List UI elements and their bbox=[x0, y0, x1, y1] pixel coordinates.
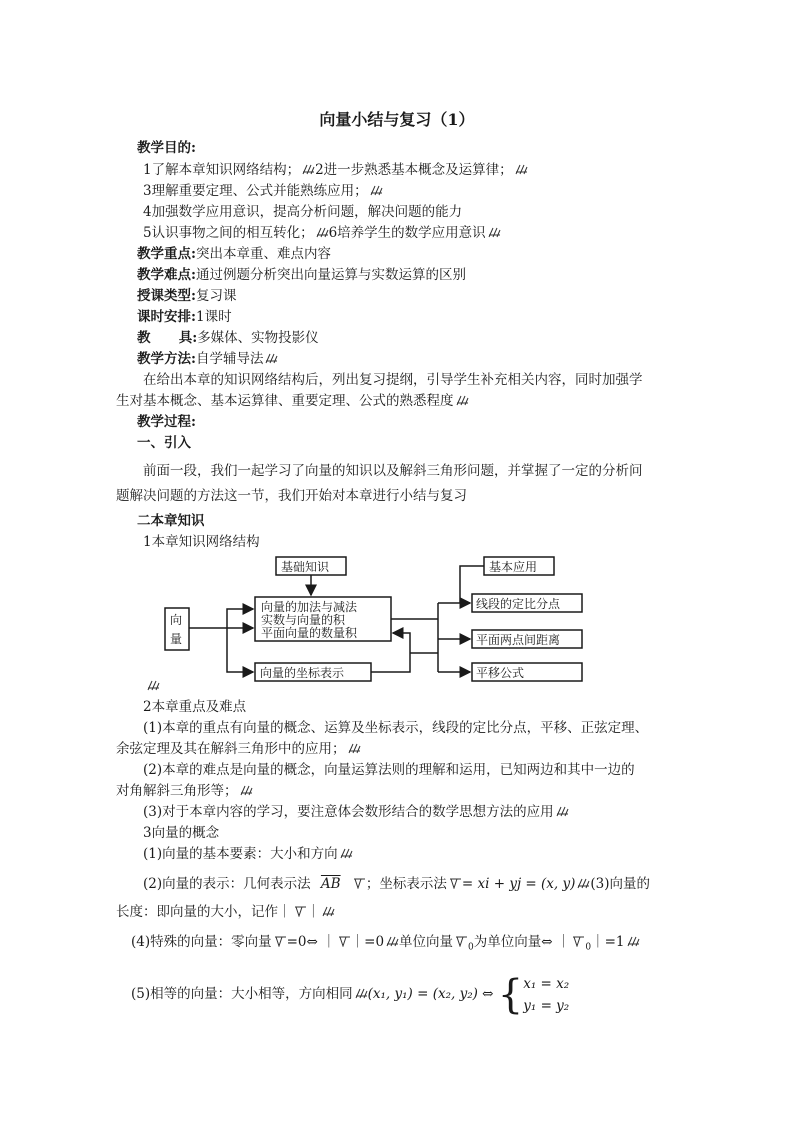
method-row: 教学方法:自学辅导法 bbox=[137, 349, 278, 369]
intro-heading: 一、引入 bbox=[137, 435, 191, 451]
brush-mark-icon bbox=[556, 806, 569, 817]
concept-5: (5)相等的向量：大小相等，方向相同 (x₁, y₁) = (x₂, y₂) ⇔ { x₁ = x₂ y₁ = y₂ bbox=[131, 971, 570, 1018]
brush-mark-icon bbox=[456, 395, 469, 406]
application-label-1: 线段的定比分点 bbox=[476, 597, 561, 611]
key-point-3: (3)对于本章内容的学习，要注意体会数形结合的数学思想方法的应用 bbox=[143, 802, 569, 822]
goal-line-2 bbox=[143, 181, 383, 201]
operations-label-1: 向量的加法与减法 bbox=[261, 600, 358, 614]
equation-cases: x₁ = x₂ y₁ = y₂ bbox=[523, 975, 570, 1014]
page-title: 向量小结与复习（1） bbox=[319, 110, 475, 129]
hours-row: 课时安排:1课时 bbox=[137, 309, 232, 325]
concept-1: (1)向量的基本要素：大小和方向 bbox=[143, 844, 353, 864]
vector-a-icon bbox=[572, 936, 585, 947]
brush-mark-icon bbox=[340, 848, 353, 859]
brush-mark-icon bbox=[348, 743, 361, 754]
goal-3: 3理解重要定理、公式并能熟练应用； bbox=[143, 183, 368, 199]
concept-2: (2)向量的表示：几何表示法 $\overline{AB}$ ；坐标表示法 = xi + yj = (x, y) (3)向量的 bbox=[143, 876, 651, 892]
vector-a-icon bbox=[274, 936, 287, 947]
key-points-heading: 2本章重点及难点 bbox=[143, 699, 247, 715]
operations-label-2: 实数与向量的积 bbox=[261, 613, 346, 627]
vector-a-icon bbox=[338, 936, 351, 947]
vector-label-2: 量 bbox=[170, 632, 183, 646]
lesson-type-row: 授课类型:复习课 bbox=[137, 288, 237, 304]
diagram-brush-mark bbox=[145, 676, 160, 696]
concepts-heading: 3向量的概念 bbox=[143, 825, 220, 841]
method-desc-line2: 生对基本概念、基本运算律、重要定理、公式的熟悉程度 bbox=[116, 391, 469, 411]
intro-line2: 题解决问题的方法这一节，我们开始对本章进行小结与复习 bbox=[116, 488, 467, 504]
method-desc-line1: 在给出本章的知识网络结构后，列出复习提纲，引导学生补充相关内容，同时加强学 bbox=[143, 372, 643, 388]
goal-line-1 bbox=[143, 160, 528, 180]
concept-3-cont: 长度：即向量的大小，记作｜ ｜ bbox=[116, 902, 335, 922]
goal-5: 5认识事物之间的相互转化； bbox=[143, 225, 314, 241]
knowledge-heading: 二本章知识 bbox=[137, 513, 205, 529]
brush-mark-icon bbox=[147, 680, 160, 691]
vector-a-icon bbox=[294, 906, 307, 917]
brush-mark-icon bbox=[488, 227, 501, 238]
vector-a-icon bbox=[455, 936, 468, 947]
operations-label-3: 平面向量的数量积 bbox=[261, 626, 358, 640]
brush-mark-icon bbox=[515, 164, 528, 175]
basic-application-label: 基本应用 bbox=[489, 560, 538, 574]
key-points-row: 教学重点:突出本章重、难点内容 bbox=[137, 246, 331, 262]
brush-mark-icon bbox=[316, 227, 329, 238]
network-heading: 1本章知识网络结构 bbox=[143, 534, 260, 550]
intro-line1: 前面一段，我们一起学习了向量的知识以及解斜三角形问题，并掌握了一定的分析问 bbox=[143, 463, 643, 479]
vector-label-1: 向 bbox=[170, 613, 183, 627]
brace-symbol: { bbox=[497, 971, 524, 1018]
key-point-2-line1: (2)本章的难点是向量的概念，向量运算法则的理解和运用，已知两边和其中一边的 bbox=[143, 762, 635, 778]
basic-knowledge-label: 基础知识 bbox=[281, 560, 330, 574]
brush-mark-icon bbox=[322, 906, 335, 917]
brush-mark-icon bbox=[355, 988, 368, 999]
knowledge-network-diagram bbox=[160, 553, 600, 693]
application-label-3: 平移公式 bbox=[476, 666, 525, 680]
application-label-2: 平面两点间距离 bbox=[476, 633, 561, 647]
brush-mark-icon bbox=[302, 164, 315, 175]
key-point-1-line2: 余弦定理及其在解斜三角形中的应用； bbox=[116, 739, 361, 759]
brush-mark-icon bbox=[386, 936, 399, 947]
vector-ab: $\overline{AB}$ bbox=[320, 876, 341, 892]
goal-2: 2进一步熟悉基本概念及运算律； bbox=[315, 162, 513, 178]
difficult-points-row: 教学难点:通过例题分析突出向量运算与实数运算的区别 bbox=[137, 267, 466, 283]
vector-a-icon bbox=[449, 878, 462, 889]
coordinates-label: 向量的坐标表示 bbox=[260, 666, 345, 680]
goal-line-3: 4加强数学应用意识，提高分析问题，解决问题的能力 bbox=[143, 204, 463, 220]
key-point-2-line2: 对角解斜三角形等； bbox=[116, 781, 253, 801]
goal-line-4 bbox=[143, 223, 501, 243]
brush-mark-icon bbox=[577, 878, 590, 889]
goal-6: 6培养学生的数学应用意识 bbox=[328, 225, 486, 241]
brush-mark-icon bbox=[627, 936, 640, 947]
brush-mark-icon bbox=[265, 353, 278, 364]
goal-1: 1了解本章知识网络结构； bbox=[143, 162, 301, 178]
brush-mark-icon bbox=[370, 185, 383, 196]
process-heading: 教学过程: bbox=[137, 414, 196, 430]
tools-row: 教 具:多媒体、实物投影仪 bbox=[137, 330, 319, 346]
vector-a-icon bbox=[353, 878, 366, 889]
concept-4: (4)特殊的向量：零向量 =0⇔ ｜ ｜=0 单位向量 $_0$为单位向量⇔ ｜ $_0$｜=1 bbox=[131, 932, 640, 958]
key-point-1-line1: (1)本章的重点有向量的概念、运算及坐标表示，线段的定比分点，平移、正弦定理、 bbox=[143, 720, 649, 736]
brush-mark-icon bbox=[240, 785, 253, 796]
goals-heading: 教学目的: bbox=[137, 140, 196, 156]
